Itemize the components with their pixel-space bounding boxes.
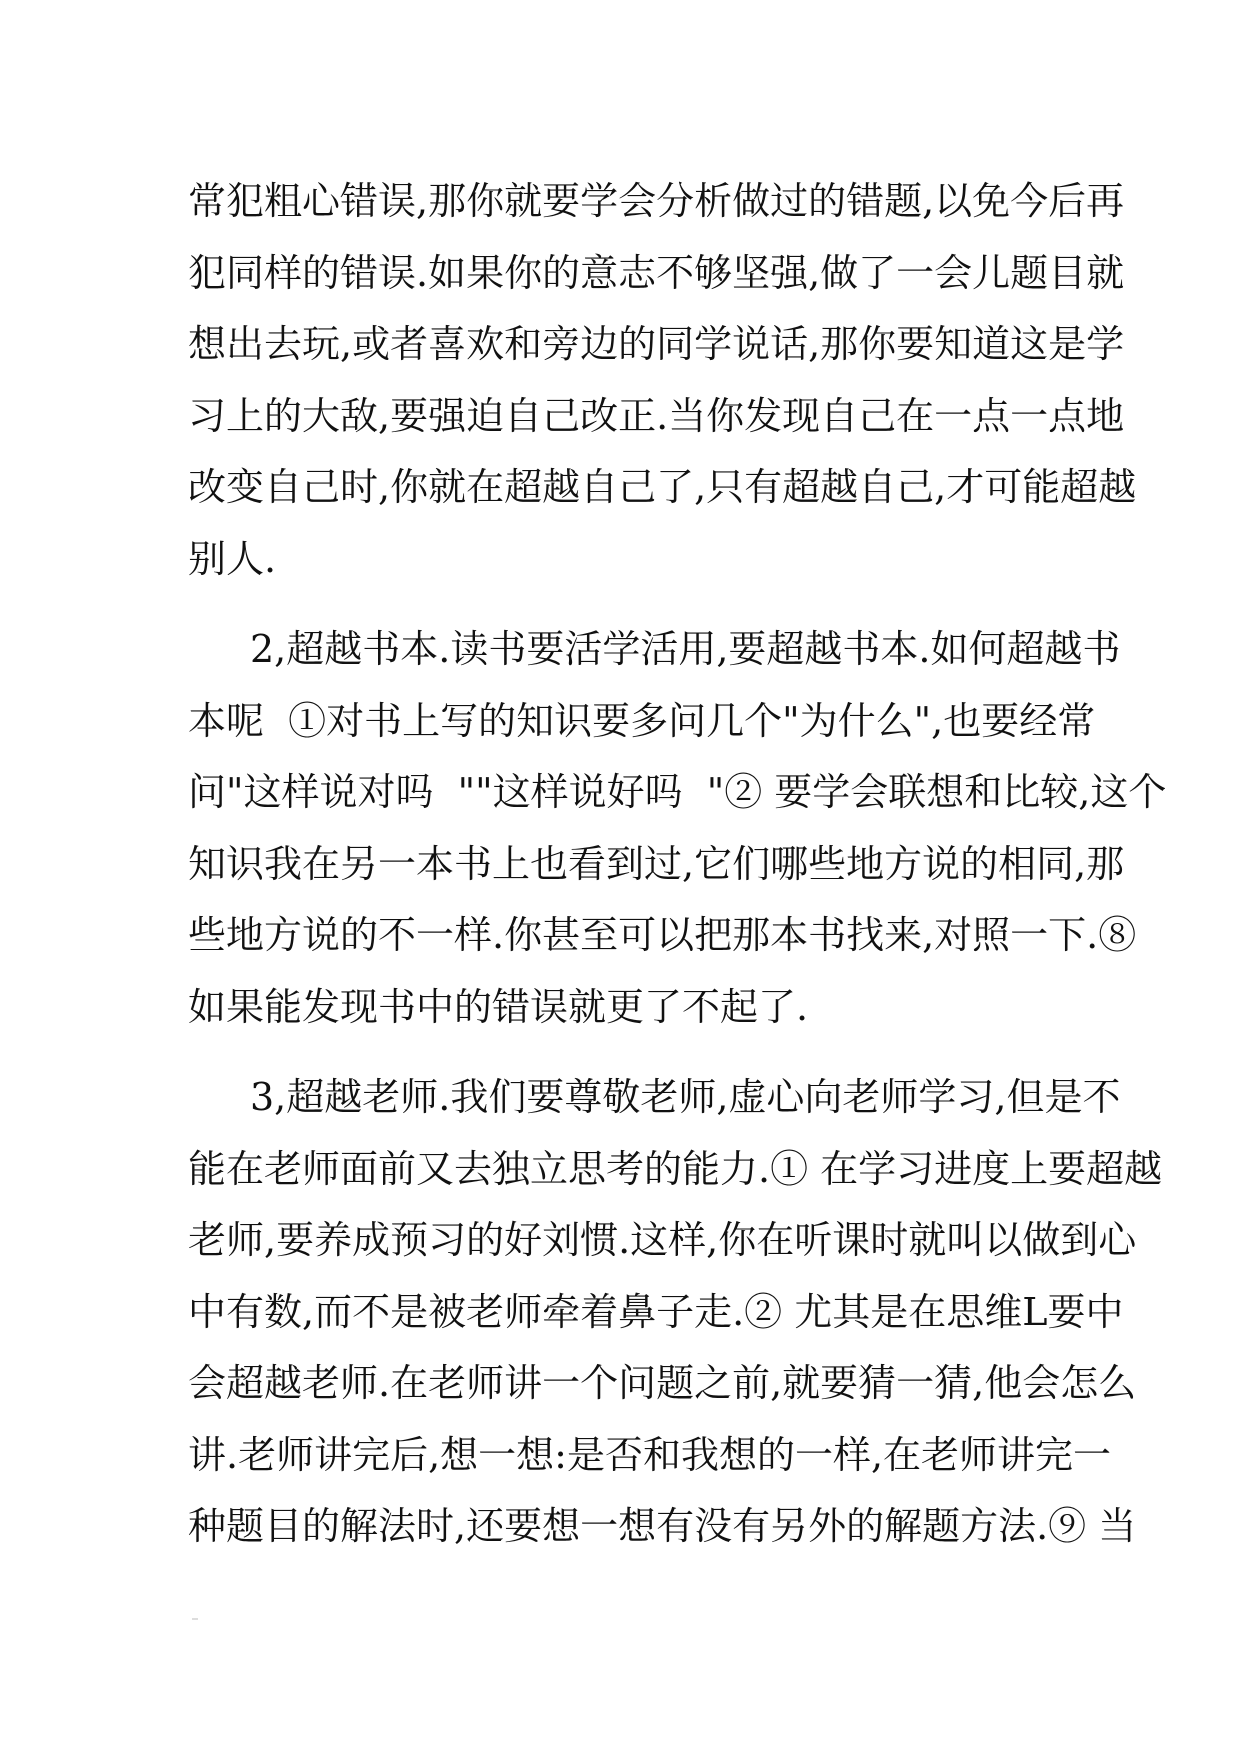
text-line: 犯同样的错误.如果你的意志不够坚强,做了一会儿题目就 [188, 250, 1125, 295]
text-line: 本呢 ①对书上写的知识要多问几个"为什么",也要经常 [188, 698, 1096, 743]
text-line: 会超越老师.在老师讲一个问题之前,就要猜一猜,他会怎么 [188, 1361, 1137, 1405]
text-line: 改变自己时,你就在超越自己了,只有超越自己,才可能超越 [188, 465, 1137, 509]
paragraph-spacer [188, 595, 1068, 614]
text-line: 习上的大敌,要强迫自己改正.当你发现自己在一点一点地 [188, 393, 1125, 438]
text-line: 讲.老师讲完后,想一想:是否和我想的一样,在老师讲完一 [188, 1432, 1112, 1477]
text-line: 如果能发现书中的错误就更了不起了. [188, 984, 809, 1029]
text-line: 常犯粗心错误,那你就要学会分析做过的错题,以免今后再 [188, 179, 1125, 223]
paragraph-surpass-books [188, 614, 1167, 1043]
text-line: 知识我在另一本书上也看到过,它们哪些地方说的相同,那 [188, 841, 1125, 886]
text-line: 种题目的解法时,还要想一想有没有另外的解题方法.⑨ 当 [188, 1504, 1137, 1548]
paragraph-surpass-teacher [188, 1062, 1163, 1563]
text-line: 老师,要养成预习的好刘惯.这样,你在听课时就叫以做到心 [188, 1218, 1137, 1262]
text-line: 想出去玩,或者喜欢和旁边的同学说话,那你要知道这是学 [188, 322, 1125, 366]
text-line: 别人. [188, 536, 277, 581]
text-line: 些地方说的不一样.你甚至可以把那本书找来,对照一下.⑧ [188, 913, 1137, 957]
scan-artifact-mark [192, 1618, 198, 1620]
text-line: 能在老师面前又去独立思考的能力.① 在学习进度上要超越 [188, 1146, 1163, 1191]
text-line: 2,超越书本.读书要活学活用,要超越书本.如何超越书 [250, 627, 1121, 671]
text-line: 问"这样说对吗 ""这样说好吗 "② 要学会联想和比较,这个 [188, 770, 1167, 814]
paragraph-continuation [188, 166, 1137, 595]
paragraph-spacer [188, 1043, 1068, 1062]
document-body [188, 166, 1167, 1563]
text-line: 3,超越老师.我们要尊敬老师,虚心向老师学习,但是不 [250, 1075, 1121, 1119]
text-line: 中有数,而不是被老师牵着鼻子走.② 尤其是在思维L要中 [188, 1289, 1124, 1334]
